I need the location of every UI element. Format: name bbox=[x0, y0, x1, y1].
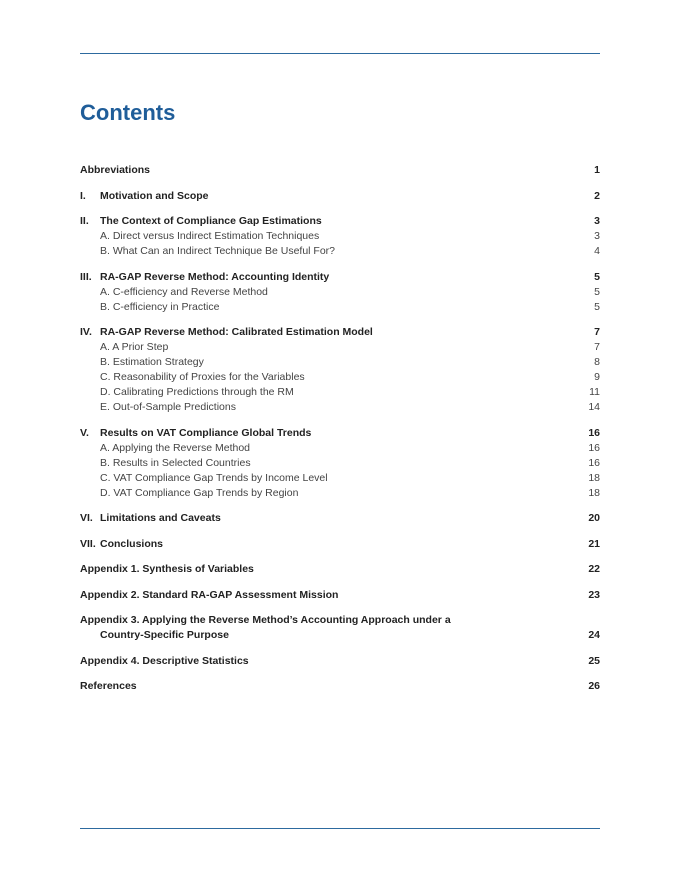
toc-subentry-page: 7 bbox=[594, 341, 600, 353]
toc-subentry[interactable] bbox=[80, 400, 600, 415]
toc-entry-label: Results on VAT Compliance Global Trends bbox=[100, 426, 312, 439]
toc-entry[interactable] bbox=[80, 325, 600, 340]
toc-subentry-page: 5 bbox=[594, 285, 600, 298]
toc-entry[interactable] bbox=[80, 426, 600, 441]
toc-entry-page: 1 bbox=[594, 164, 600, 176]
toc-entry[interactable] bbox=[80, 163, 600, 178]
toc-subentry[interactable] bbox=[80, 300, 600, 315]
toc-entry-label: Appendix 1. Synthesis of Variables bbox=[80, 563, 254, 575]
toc-entry-label: References bbox=[80, 680, 137, 692]
toc-entry-number: V. bbox=[80, 426, 89, 439]
toc-entry-number: II. bbox=[80, 215, 89, 227]
toc-entry-number: IV. bbox=[80, 326, 92, 338]
toc-entry-label: Appendix 4. Descriptive Statistics bbox=[80, 654, 249, 667]
toc-entry-page: 2 bbox=[594, 189, 600, 202]
toc-subentry[interactable] bbox=[80, 471, 600, 486]
toc-entry-number: VI. bbox=[80, 512, 93, 524]
toc-subentry-label: D. Calibrating Predictions through the RM bbox=[100, 386, 294, 398]
toc-subentry-label: B. Estimation Strategy bbox=[100, 356, 204, 368]
toc-subentry[interactable] bbox=[80, 456, 600, 471]
toc-subentry-label: D. VAT Compliance Gap Trends by Region bbox=[100, 486, 299, 499]
toc-subentry-page: 16 bbox=[588, 456, 600, 469]
toc-entry[interactable] bbox=[80, 511, 600, 526]
toc-entry[interactable] bbox=[80, 613, 600, 628]
toc-subentry-page: 18 bbox=[588, 471, 600, 484]
toc-entry-page: 23 bbox=[588, 588, 600, 601]
toc-entry-page: 16 bbox=[588, 426, 600, 439]
toc-entry-label: The Context of Compliance Gap Estimations bbox=[100, 215, 322, 227]
toc-entry-label: RA-GAP Reverse Method: Calibrated Estimation Model bbox=[100, 326, 373, 338]
toc-entry-page: 21 bbox=[588, 537, 600, 550]
toc-entry-label: Country-Specific Purpose bbox=[100, 629, 229, 641]
toc-entry-continuation[interactable] bbox=[80, 628, 600, 643]
toc-subentry-label: A. Direct versus Indirect Estimation Techniques bbox=[100, 230, 320, 242]
toc-entry-number: III. bbox=[80, 270, 92, 283]
toc-subentry-page: 3 bbox=[594, 230, 600, 242]
toc-subentry-label: C. VAT Compliance Gap Trends by Income Level bbox=[100, 471, 328, 484]
toc-subentry[interactable] bbox=[80, 229, 600, 244]
toc-entry[interactable] bbox=[80, 537, 600, 552]
top-rule bbox=[80, 53, 600, 54]
toc-entry-page: 24 bbox=[588, 629, 600, 641]
toc-subentry[interactable] bbox=[80, 441, 600, 456]
bottom-rule bbox=[80, 828, 600, 829]
toc-subentry-label: B. C-efficiency in Practice bbox=[100, 300, 220, 313]
toc-subentry[interactable] bbox=[80, 340, 600, 355]
toc-entry-number: I. bbox=[80, 189, 86, 202]
toc-subentry-page: 16 bbox=[588, 441, 600, 454]
toc-entry-number: VII. bbox=[80, 537, 96, 550]
toc-entry-label: Appendix 3. Applying the Reverse Method’s Accounting Approach under a bbox=[80, 614, 451, 626]
toc-entry[interactable] bbox=[80, 588, 600, 603]
toc-subentry-page: 4 bbox=[594, 245, 600, 257]
toc-subentry[interactable] bbox=[80, 370, 600, 385]
toc-entry-label: Abbreviations bbox=[80, 164, 151, 176]
toc-entry-label: Conclusions bbox=[100, 537, 164, 550]
page-title: Contents bbox=[80, 100, 176, 125]
toc-entry-label: Appendix 2. Standard RA-GAP Assessment Mission bbox=[80, 588, 339, 601]
toc-subentry[interactable] bbox=[80, 285, 600, 300]
toc-subentry-label: A. Applying the Reverse Method bbox=[100, 441, 251, 454]
toc-subentry-label: A. C-efficiency and Reverse Method bbox=[100, 285, 268, 298]
toc-subentry-label: C. Reasonability of Proxies for the Variables bbox=[100, 371, 305, 383]
toc-subentry-page: 9 bbox=[594, 371, 600, 383]
toc-entry-label: Limitations and Caveats bbox=[100, 512, 221, 524]
toc-subentry[interactable] bbox=[80, 244, 600, 259]
toc-subentry-page: 8 bbox=[594, 356, 600, 368]
toc-entry-page: 20 bbox=[588, 512, 600, 524]
toc-entry[interactable] bbox=[80, 679, 600, 694]
toc-subentry-label: A. A Prior Step bbox=[100, 341, 169, 353]
toc-subentry-label: B. What Can an Indirect Technique Be Useful For? bbox=[100, 245, 336, 257]
toc-subentry-page: 18 bbox=[588, 486, 600, 499]
table-of-contents bbox=[80, 163, 600, 694]
toc-entry[interactable] bbox=[80, 189, 600, 204]
toc-subentry-label: E. Out-of-Sample Predictions bbox=[100, 401, 236, 413]
toc-entry-page: 3 bbox=[594, 215, 600, 227]
toc-entry-page: 7 bbox=[594, 326, 600, 338]
toc-entry-page: 26 bbox=[588, 680, 600, 692]
toc-entry[interactable] bbox=[80, 562, 600, 577]
toc-subentry-page: 11 bbox=[589, 386, 600, 398]
toc-entry-page: 25 bbox=[588, 654, 600, 667]
toc-subentry-page: 5 bbox=[594, 300, 600, 313]
toc-entry-page: 5 bbox=[594, 270, 600, 283]
toc-entry[interactable] bbox=[80, 214, 600, 229]
toc-entry[interactable] bbox=[80, 270, 600, 285]
toc-subentry[interactable] bbox=[80, 355, 600, 370]
toc-subentry[interactable] bbox=[80, 385, 600, 400]
toc-subentry-label: B. Results in Selected Countries bbox=[100, 456, 251, 469]
toc-subentry[interactable] bbox=[80, 486, 600, 501]
toc-entry-label: Motivation and Scope bbox=[100, 189, 209, 202]
toc-entry-page: 22 bbox=[588, 563, 600, 575]
toc-entry[interactable] bbox=[80, 654, 600, 669]
toc-subentry-page: 14 bbox=[588, 401, 600, 413]
toc-entry-label: RA-GAP Reverse Method: Accounting Identity bbox=[100, 270, 330, 283]
